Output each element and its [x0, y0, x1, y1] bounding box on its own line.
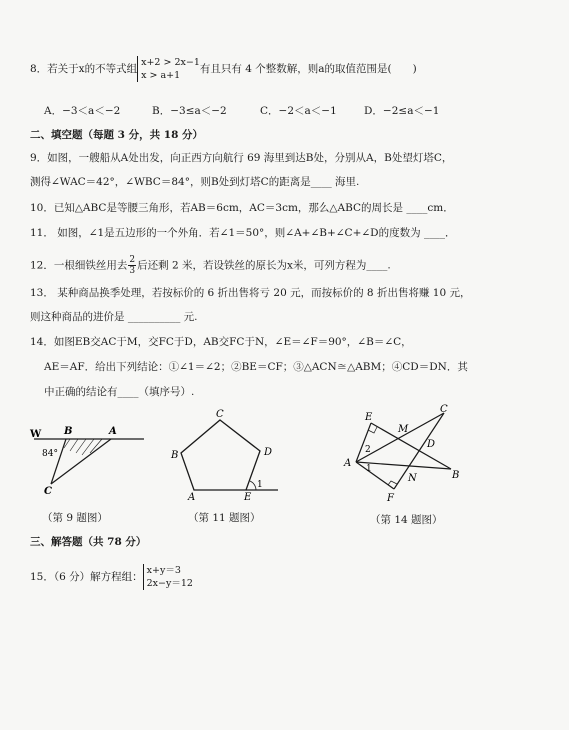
- figure-q14: [336, 402, 466, 506]
- figure-q11: [168, 408, 288, 500]
- q12-pre: 12．一根细铁丝用去: [30, 259, 128, 272]
- q12-fraction-den: 3: [129, 266, 136, 276]
- q8-ineq2: x > a+1: [141, 70, 181, 81]
- q15-eq1: x+y＝3: [146, 565, 181, 576]
- fig11-pentagon: [181, 420, 260, 490]
- fig14-label-d: D: [427, 439, 436, 450]
- fig14-label-1: 1: [366, 464, 372, 474]
- fig14-label-m: M: [398, 424, 409, 435]
- q8-prefix: 8．若关于x的不等式组: [30, 63, 138, 75]
- fig11-angle-arc: [250, 481, 256, 490]
- q15-equation-system: [143, 564, 193, 590]
- q12-fraction: [128, 255, 136, 276]
- fig11-label-a: A: [188, 492, 196, 500]
- section3-heading: 三、解答题（共 78 分）: [30, 536, 147, 548]
- section2-heading: 二、填空题（每题 3 分，共 18 分）: [30, 129, 204, 141]
- fig11-angle-1: 1: [257, 480, 263, 490]
- fig9-hatching: [64, 439, 102, 455]
- q14-line3: 中正确的结论有____（填序号）.: [44, 386, 195, 398]
- q11-text: 11． 如图，∠1是五边形的一个外角．若∠1＝50°，则∠A+∠B+∠C+∠D的度数为 ____．: [30, 227, 456, 239]
- q14-line2: AE＝AF．给出下列结论：①∠1＝∠2；②BE＝CF；③△ACN≅△ABM；④CD＝DN．其: [44, 361, 468, 373]
- fig14-right-angle-f: [388, 481, 397, 485]
- fig14-label-2: 2: [365, 445, 371, 455]
- q8-stem: [30, 56, 417, 82]
- q15-prefix: 15．（6 分）解方程组：: [30, 571, 143, 583]
- q15-text: [30, 564, 193, 590]
- fig9-caption: （第 9 题图）: [42, 512, 108, 524]
- fig14-caption: （第 14 题图）: [370, 514, 443, 526]
- fig14-label-f: F: [387, 493, 394, 504]
- q8-inequality-system: [137, 56, 200, 82]
- fig14-label-e: E: [365, 412, 373, 423]
- fig14-label-a: A: [344, 458, 352, 469]
- fig14-label-n: N: [408, 473, 417, 484]
- fig9-label-c: C: [44, 486, 52, 497]
- q9-line2: 测得∠WAC＝42°，∠WBC＝84°，则B处到灯塔C的距离是____ 海里.: [30, 176, 360, 188]
- q10-text: 10．已知△ABC是等腰三角形，若AB＝6cm，AC＝3cm，那么△ABC的周长是 ____cm．: [30, 202, 454, 214]
- q12-fraction-num: 2: [129, 255, 136, 265]
- fig9-label-a: A: [109, 426, 117, 437]
- q13-line1: 13． 某种商品换季处理，若按标价的 6 折出售将亏 20 元，而按标价的 8 折出售将赚 10 元，: [30, 287, 471, 299]
- q12-text: [30, 255, 391, 276]
- fig11-label-c: C: [216, 409, 224, 420]
- fig9-label-w: W: [30, 429, 42, 440]
- fig9-label-b: B: [64, 426, 73, 437]
- q8-ineq1: x+2 > 2x−1: [141, 57, 200, 68]
- q12-post: 后还剩 2 米，若设铁丝的原长为x米，可列方程为____.: [137, 259, 391, 272]
- fig11-label-b: B: [171, 450, 179, 461]
- q13-line2: 则这种商品的进价是 __________ 元.: [30, 311, 198, 323]
- q14-line1: 14．如图EB交AC于M，交FC于D，AB交FC于N，∠E＝∠F＝90°，∠B＝∠C，: [30, 336, 412, 348]
- q8-option-c: C．−2＜a＜−1: [260, 105, 337, 117]
- fig11-label-d: D: [264, 447, 273, 458]
- q8-options: [44, 104, 439, 118]
- fig14-label-c: C: [440, 404, 448, 415]
- q9-line1: 9．如图，一艘船从A处出发，向正西方向航行 69 海里到达B处，分别从A，B处望灯塔C，: [30, 152, 453, 164]
- fig14-label-b: B: [452, 470, 460, 481]
- fig11-caption: （第 11 题图）: [188, 512, 261, 524]
- q15-eq2: 2x−y＝12: [146, 578, 193, 589]
- fig9-line-bc: [51, 439, 66, 484]
- figure-q9: [26, 422, 146, 502]
- q8-suffix: 有且只有 4 个整数解，则a的取值范围是( ): [199, 63, 417, 75]
- q8-option-a: A．−3＜a＜−2: [44, 105, 121, 117]
- q8-option-d: D．−2≤a＜−1: [364, 105, 440, 117]
- fig9-angle-label: 84°: [42, 449, 58, 459]
- q8-option-b: B．−3≤a＜−2: [152, 105, 227, 117]
- fig11-label-e: E: [244, 492, 252, 500]
